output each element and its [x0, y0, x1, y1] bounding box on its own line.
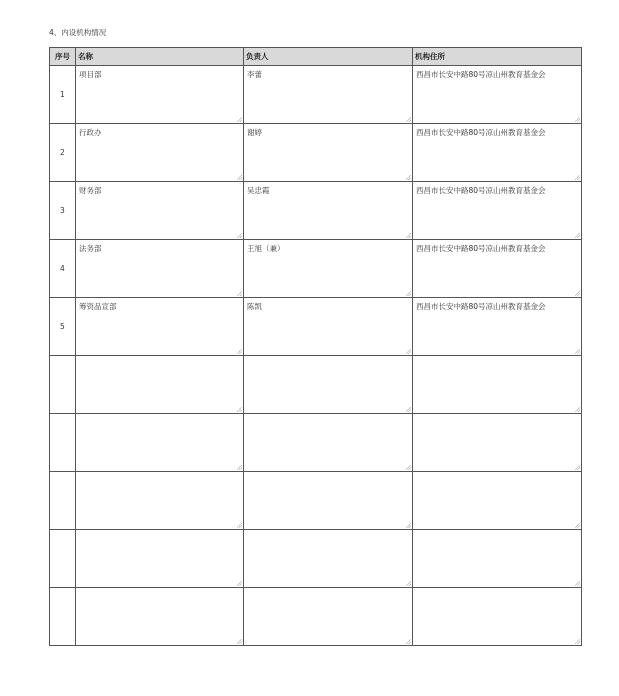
resize-handle-icon[interactable]	[237, 349, 242, 354]
name-field[interactable]: 行政办	[79, 128, 102, 137]
resize-handle-icon[interactable]	[575, 523, 580, 528]
leader-field-cell	[244, 530, 413, 588]
address-field[interactable]: 西昌市长安中路80号凉山州教育基金会	[416, 244, 546, 253]
resize-handle-icon[interactable]	[237, 175, 242, 180]
name-field[interactable]	[76, 356, 243, 413]
name-field[interactable]	[76, 588, 243, 645]
resize-handle-icon[interactable]	[406, 581, 411, 586]
resize-handle-icon[interactable]	[237, 523, 242, 528]
resize-handle-icon[interactable]	[406, 407, 411, 412]
address-field[interactable]	[413, 414, 581, 471]
leader-field[interactable]	[244, 472, 412, 529]
leader-field-cell	[244, 124, 413, 182]
leader-field-cell	[244, 66, 413, 124]
name-field-cell	[76, 356, 244, 414]
resize-handle-icon[interactable]	[237, 639, 242, 644]
table-row	[50, 66, 582, 124]
resize-handle-icon[interactable]	[406, 523, 411, 528]
leader-field-cell	[244, 588, 413, 646]
resize-handle-icon[interactable]	[406, 117, 411, 122]
address-field-cell	[413, 588, 582, 646]
leader-field-cell	[244, 182, 413, 240]
row-number: 1	[50, 66, 76, 124]
address-field[interactable]	[413, 472, 581, 529]
name-field[interactable]: 项目部	[79, 70, 102, 79]
address-field-cell	[413, 414, 582, 472]
resize-handle-icon[interactable]	[406, 291, 411, 296]
row-number: 4	[50, 240, 76, 298]
row-number	[50, 414, 76, 472]
leader-field[interactable]: 王旭（兼）	[247, 244, 285, 253]
leader-field[interactable]	[244, 588, 412, 645]
resize-handle-icon[interactable]	[406, 639, 411, 644]
leader-field[interactable]	[244, 356, 412, 413]
name-field-cell	[76, 298, 244, 356]
address-field[interactable]: 西昌市长安中路80号凉山州教育基金会	[416, 128, 546, 137]
header-address: 机构住所	[413, 48, 582, 66]
address-field[interactable]	[413, 356, 581, 413]
table-row	[50, 356, 582, 414]
name-field-cell	[76, 240, 244, 298]
name-field[interactable]: 筹资品宣部	[79, 302, 117, 311]
name-field[interactable]	[76, 414, 243, 471]
leader-field[interactable]	[244, 530, 412, 587]
row-number	[50, 472, 76, 530]
resize-handle-icon[interactable]	[237, 581, 242, 586]
name-field-cell	[76, 414, 244, 472]
name-field-cell	[76, 472, 244, 530]
resize-handle-icon[interactable]	[575, 639, 580, 644]
row-number	[50, 530, 76, 588]
leader-field-cell	[244, 472, 413, 530]
address-field-cell	[413, 530, 582, 588]
header-no: 序号	[50, 48, 76, 66]
address-field[interactable]: 西昌市长安中路80号凉山州教育基金会	[416, 70, 546, 79]
address-field-cell	[413, 356, 582, 414]
name-field-cell	[76, 182, 244, 240]
resize-handle-icon[interactable]	[237, 465, 242, 470]
address-field[interactable]	[413, 530, 581, 587]
resize-handle-icon[interactable]	[575, 175, 580, 180]
table-row	[50, 182, 582, 240]
name-field-cell	[76, 66, 244, 124]
resize-handle-icon[interactable]	[575, 117, 580, 122]
resize-handle-icon[interactable]	[237, 407, 242, 412]
resize-handle-icon[interactable]	[406, 175, 411, 180]
header-leader: 负责人	[244, 48, 413, 66]
resize-handle-icon[interactable]	[237, 291, 242, 296]
address-field-cell	[413, 298, 582, 356]
name-field[interactable]	[76, 472, 243, 529]
name-field[interactable]	[76, 530, 243, 587]
leader-field-cell	[244, 298, 413, 356]
resize-handle-icon[interactable]	[575, 465, 580, 470]
row-number: 5	[50, 298, 76, 356]
address-field-cell	[413, 124, 582, 182]
name-field-cell	[76, 588, 244, 646]
resize-handle-icon[interactable]	[575, 407, 580, 412]
address-field[interactable]: 西昌市长安中路80号凉山州教育基金会	[416, 186, 546, 195]
leader-field[interactable]: 陈凯	[247, 302, 262, 311]
resize-handle-icon[interactable]	[575, 349, 580, 354]
row-number	[50, 588, 76, 646]
resize-handle-icon[interactable]	[575, 291, 580, 296]
resize-handle-icon[interactable]	[575, 233, 580, 238]
name-field-cell	[76, 124, 244, 182]
table-row	[50, 240, 582, 298]
table-row	[50, 414, 582, 472]
leader-field-cell	[244, 356, 413, 414]
table-row	[50, 124, 582, 182]
address-field[interactable]: 西昌市长安中路80号凉山州教育基金会	[416, 302, 546, 311]
table-row	[50, 298, 582, 356]
leader-field-cell	[244, 414, 413, 472]
resize-handle-icon[interactable]	[406, 349, 411, 354]
table-row	[50, 472, 582, 530]
resize-handle-icon[interactable]	[406, 233, 411, 238]
leader-field[interactable]: 李蕾	[247, 70, 262, 79]
address-field-cell	[413, 182, 582, 240]
leader-field[interactable]: 谢婷	[247, 128, 262, 137]
row-number	[50, 356, 76, 414]
header-name: 名称	[76, 48, 244, 66]
leader-field[interactable]: 吴忠霞	[247, 186, 270, 195]
row-number: 2	[50, 124, 76, 182]
leader-field[interactable]	[244, 414, 412, 471]
row-number: 3	[50, 182, 76, 240]
table-header-row	[50, 48, 582, 66]
address-field-cell	[413, 472, 582, 530]
name-field[interactable]: 法务部	[79, 244, 102, 253]
name-field[interactable]: 财务部	[79, 186, 102, 195]
name-field-cell	[76, 530, 244, 588]
address-field[interactable]	[413, 588, 581, 645]
address-field-cell	[413, 240, 582, 298]
section-title: 4、内设机构情况	[49, 28, 107, 37]
resize-handle-icon[interactable]	[575, 581, 580, 586]
resize-handle-icon[interactable]	[237, 233, 242, 238]
table-row	[50, 530, 582, 588]
internal-departments-table	[49, 47, 582, 646]
resize-handle-icon[interactable]	[406, 465, 411, 470]
leader-field-cell	[244, 240, 413, 298]
address-field-cell	[413, 66, 582, 124]
resize-handle-icon[interactable]	[237, 117, 242, 122]
table-row	[50, 588, 582, 646]
